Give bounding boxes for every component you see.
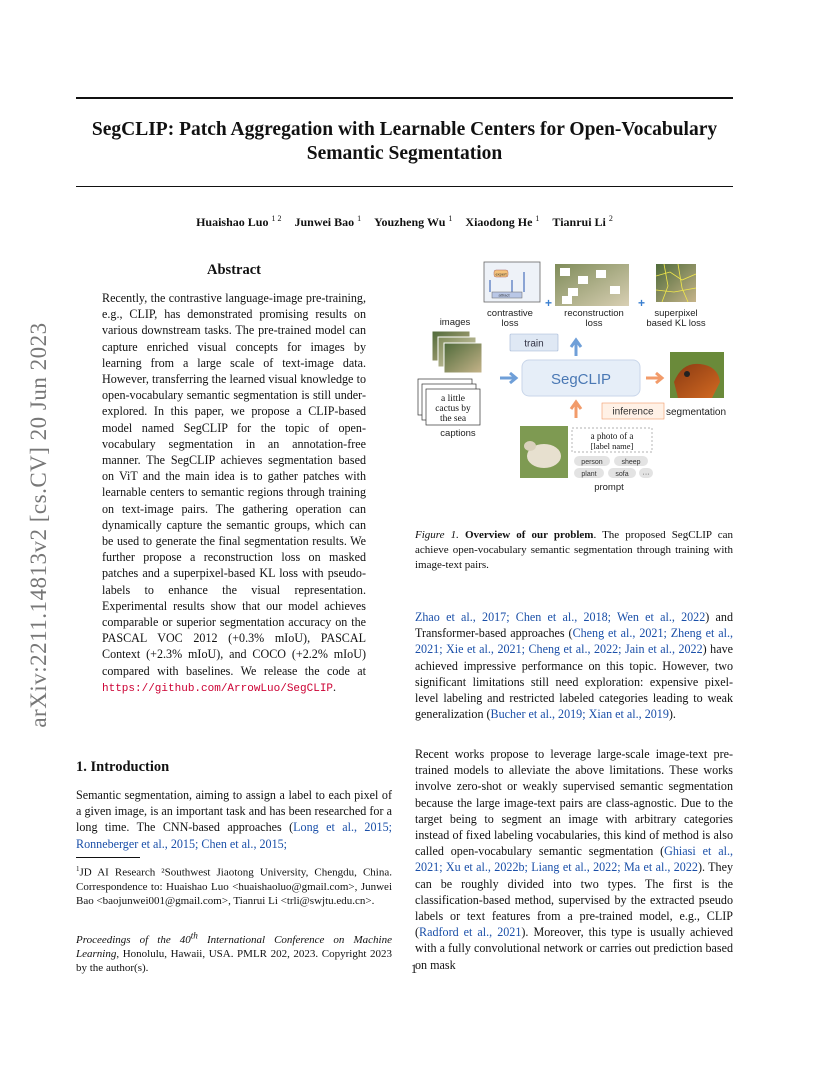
svg-text:reconstruction: reconstruction xyxy=(564,308,624,319)
svg-text:sofa: sofa xyxy=(615,471,629,478)
svg-text:based KL loss: based KL loss xyxy=(646,318,706,329)
svg-text:sheep: sheep xyxy=(621,459,641,466)
footnote: $^1$JD AI Research ²Southwest Jiaotong University, Chengdu, China. Correspondence to: Huaishao Luo <huaishaoluo@gmail.com>, Junwei Bao <baojunwei001@gmail.com>, Tianrui Li <trli@swjtu.edu.cn>. xyxy=(76,865,392,908)
up-arrow-icon xyxy=(571,402,581,418)
svg-text:person: person xyxy=(581,459,603,466)
svg-text:cactus by: cactus by xyxy=(435,404,471,414)
figure-caption: Figure 1. Overview of our problem. The proposed SegCLIP can achieve open-vocabulary semantic segmentation through training with image-text pairs. xyxy=(415,529,733,571)
code-link[interactable]: https://github.com/ArrowLuo/SegCLIP xyxy=(102,682,334,695)
paper-title: SegCLIP: Patch Aggregation with Learnable Centers for Open-Vocabulary Semantic Segmentation xyxy=(91,119,718,164)
caption-cards-stack xyxy=(418,379,480,425)
superpixel-image xyxy=(656,264,696,302)
citation-link[interactable]: Ghiasi et al., 2021; Xu et al., 2022b; Liang et al., 2022; Ma et al., 2022 xyxy=(415,844,733,875)
masked-patches-image xyxy=(555,264,629,306)
right-paragraph-1: Zhao et al., 2017; Chen et al., 2018; Wen et al., 2022) and Transformer-based approaches (Cheng et al., 2021; Zheng et al., 2021; Xie et al., 2021; Cheng et al., 2022; Jain et al., 2022) have achieved impressive performance on this topic. However, two significant limitations still need exploration: expensive pixel-level labeling and restricted labeled categories leading to weak generalization (Bucher et al., 2019; Xian et al., 2019). xyxy=(415,610,733,722)
sheep-image xyxy=(520,426,568,478)
svg-text:segmentation: segmentation xyxy=(666,407,727,418)
svg-text:inference: inference xyxy=(612,406,654,418)
section-heading-introduction: 1. Introduction xyxy=(76,759,170,775)
svg-text:+: + xyxy=(545,296,553,310)
proceedings-note: Proceedings of the 40th International Conference on Machine Learning, Honolulu, Hawaii, USA. PMLR 202, 2023. Copyright 2023 by the author(s). xyxy=(76,930,392,975)
svg-text:loss: loss xyxy=(501,318,519,329)
input-images-stack xyxy=(432,331,482,373)
author: Huaishao Luo $^{1 2}$ xyxy=(196,214,282,229)
svg-text:loss: loss xyxy=(585,318,603,329)
up-arrow-icon xyxy=(571,340,581,356)
svg-text:[label name]: [label name] xyxy=(590,441,634,451)
author-list xyxy=(76,214,733,230)
svg-text:plant: plant xyxy=(581,471,597,478)
abstract-heading: Abstract xyxy=(207,262,261,278)
top-rule xyxy=(76,97,733,99)
citation-link[interactable]: Cheng et al., 2021; Zheng et al., 2021; Xie et al., 2021; Cheng et al., 2022; Jain et al., 2022 xyxy=(415,626,733,657)
footnote-rule xyxy=(76,857,140,858)
svg-text:captions: captions xyxy=(440,428,476,439)
right-arrow-icon xyxy=(500,373,516,383)
segmentation-result-image xyxy=(670,352,724,398)
label-tags xyxy=(574,456,653,478)
svg-text:train: train xyxy=(524,338,544,350)
svg-text:expert: expert xyxy=(495,271,507,277)
author: Xiaodong He $^1$ xyxy=(465,214,540,229)
page-number: 1 xyxy=(410,962,418,976)
citation-link[interactable]: Zhao et al., 2017; Chen et al., 2018; Wen et al., 2022 xyxy=(415,610,706,624)
author: Junwei Bao $^1$ xyxy=(294,214,362,229)
right-paragraph-2: Recent works propose to leverage large-scale image-text pre-trained models to alleviate the above limitations. These works involve zero-shot or weakly supervised semantic segmentation because the large image-text pairs are class-agnostic. Due to the target being to segment an image with arbitrary categories instead of fixed labeling vocabularies, this kind of method is also called open-vocabulary semantic segmentation (Ghiasi et al., 2021; Xu et al., 2022b; Liang et al., 2022; Ma et al., 2022). They can be roughly divided into two types. The first is the classification-based method, supervised by the extracted pseudo labels or text features from a pre-trained model, e.g., CLIP (Radford et al., 2021). Moreover, this type is usually achieved with a fully convolutional network or carries out prediction based on mask xyxy=(415,747,734,972)
figure-overview xyxy=(412,258,742,498)
svg-text:prompt: prompt xyxy=(594,482,624,493)
citation-link[interactable]: Bucher et al., 2019; Xian et al., 2019 xyxy=(490,707,669,722)
svg-text:a photo of a: a photo of a xyxy=(590,431,634,441)
encoder-diagram-icon xyxy=(484,262,540,302)
svg-text:the sea: the sea xyxy=(439,414,467,424)
svg-text:+: + xyxy=(638,296,646,310)
arxiv-identifier: arXiv:2211.14813v2 [cs.CV] 20 Jun 2023 xyxy=(26,322,51,728)
svg-text:contrastive: contrastive xyxy=(487,308,533,319)
svg-text:images: images xyxy=(439,317,471,328)
title-bottom-rule xyxy=(76,186,733,187)
abstract-text: Recently, the contrastive language-image pre-training, e.g., CLIP, has demonstrated promising results on various downstream tasks. The pre-trained model can capture enriched visual concepts for images by learning from a large scale of text-image data. However, transferring the learned visual knowledge to open-vocabulary semantic segmentation is still under-explored. In this paper, we propose a CLIP-based model named SegCLIP for the topic of open-vocabulary segmentation in an annotation-free manner. The SegCLIP achieves segmentation based on ViT and the main idea is to gather patches with learnable centers to semantic regions through training on text-image pairs. The gathering operation can dynamically capture the semantic groups, which can be used to generate the final segmentation results. We further propose a reconstruction loss on masked patches and a superpixel-based KL loss with pseudo-labels to enhance the visual representation. Experimental results show that our model achieves comparable or superior segmentation accuracy on the PASCAL VOC 2012 (+0.3% mIoU), PASCAL Context (+2.3% mIoU), and COCO (+2.2% mIoU) compared with baselines. We release the code at https://github.com/ArrowLuo/SegCLIP. xyxy=(102,291,366,695)
citation-link[interactable]: Radford et al., 2021 xyxy=(419,925,522,940)
author: Tianrui Li $^2$ xyxy=(552,214,613,229)
svg-text:SegCLIP: SegCLIP xyxy=(550,371,612,388)
right-arrow-icon xyxy=(646,373,662,383)
author: Youzheng Wu $^1$ xyxy=(374,214,453,229)
svg-text:···: ··· xyxy=(642,471,650,478)
svg-text:a little: a little xyxy=(440,394,466,404)
citation-link[interactable]: Long et al., 2015; Ronneberger et al., 2015; Chen et al., 2015; xyxy=(76,820,392,851)
svg-text:superpixel: superpixel xyxy=(654,308,698,319)
svg-text:attract: attract xyxy=(498,292,510,298)
intro-paragraph: Semantic segmentation, aiming to assign a label to each pixel of a given image, is an important task and has been researched for a long time. The CNN-based approaches (Long et al., 2015; Ronneberger et al., 2015; Chen et al., 2015; xyxy=(76,788,392,851)
